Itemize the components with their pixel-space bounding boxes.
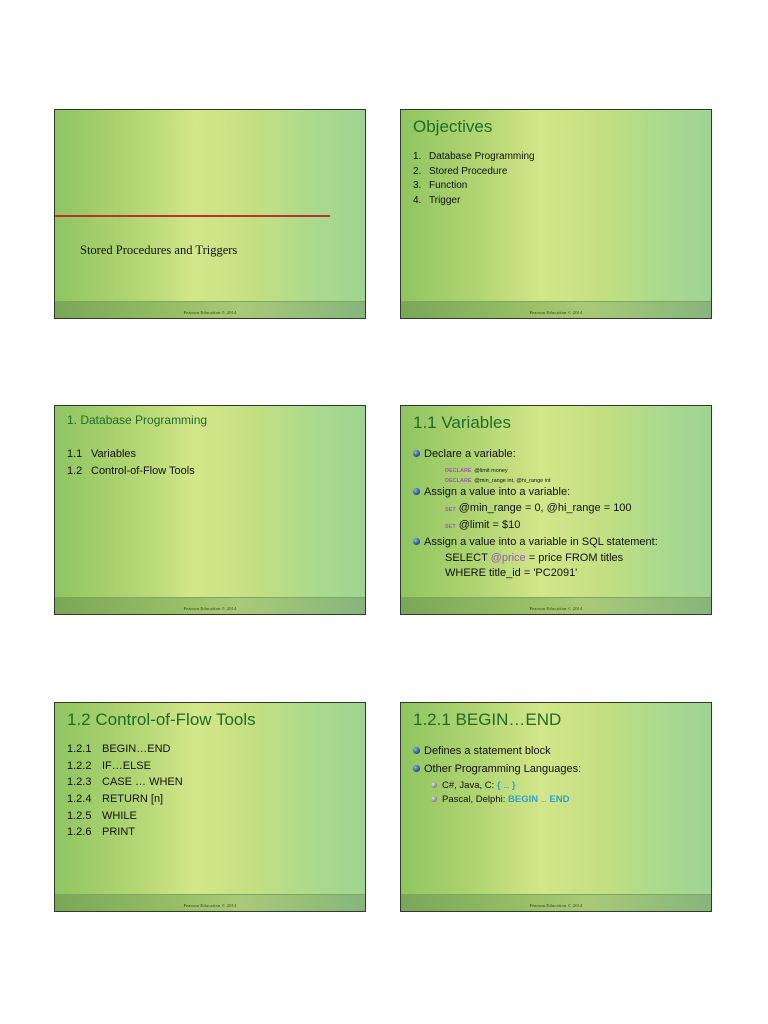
bullet-assign-sql: Assign a value into a variable in SQL statement:: [413, 536, 658, 548]
set-line-2: SET @limit = $10: [445, 519, 521, 531]
slide-3: [54, 405, 366, 615]
bullet-icon: [413, 488, 420, 495]
list-item: 1.2 Control-of-Flow Tools: [67, 465, 195, 477]
list-item: 1. Database Programming: [413, 151, 535, 162]
slide-1: [54, 109, 366, 319]
list-item: 3. Function: [413, 180, 468, 191]
slide-3-title: 1. Database Programming: [67, 413, 208, 427]
list-item: 1.2.3 CASE … WHEN: [67, 776, 183, 789]
sql-line-2: WHERE title_id = 'PC2091': [445, 567, 578, 579]
footer-text: Pearson Education © 2014: [183, 903, 237, 908]
list-item: 1.2.6 PRINT: [67, 826, 135, 839]
footer-text: Pearson Education © 2014: [529, 606, 583, 611]
sub-bullet-csharp: C#, Java, C: { … }: [431, 780, 516, 791]
objectives-list: [413, 150, 535, 208]
slide-6: [400, 702, 712, 912]
list-item: 1.2.1 BEGIN…END: [67, 743, 171, 755]
bullet-icon: [413, 765, 420, 772]
sql-line-1: SELECT @price = price FROM titles: [445, 552, 624, 564]
title-divider: [55, 215, 330, 217]
slide-2: [400, 109, 712, 319]
slide-4-title: 1.1 Variables: [413, 413, 511, 432]
footer-text: Pearson Education © 2014: [529, 903, 583, 908]
sub-bullet-icon: [431, 782, 437, 788]
list-item: 2. Stored Procedure: [413, 165, 508, 177]
slide-1-title: Stored Procedures and Triggers: [80, 243, 238, 257]
slide-6-title: 1.2.1 BEGIN…END: [413, 710, 562, 729]
footer-text: Pearson Education © 2014: [183, 310, 237, 315]
set-line-1: SET @min_range = 0, @hi_range = 100: [445, 502, 632, 514]
bullet-icon: [413, 450, 420, 457]
declare-line-1: DECLARE @limit money: [445, 468, 508, 474]
bullet-assign: Assign a value into a variable:: [413, 486, 570, 498]
declare-line-2: DECLARE @min_range int, @hi_range int: [445, 478, 551, 484]
footer-text: Pearson Education © 2014: [183, 606, 237, 611]
bullet-declare: Declare a variable:: [413, 448, 516, 460]
list-item: 1.2.4 RETURN [n]: [67, 793, 164, 806]
list-item: 4. Trigger: [413, 194, 461, 206]
list-item: 1.2.2 IF…ELSE: [67, 759, 151, 772]
sub-bullet-icon: [431, 796, 437, 802]
topics-list: [67, 446, 195, 480]
control-flow-list: [67, 741, 183, 841]
slide-5: [54, 702, 366, 912]
slide-4: [400, 405, 712, 615]
footer-text: Pearson Education © 2014: [529, 310, 583, 315]
list-item: 1.1 Variables: [67, 448, 137, 460]
bullet-icon: [413, 747, 420, 754]
sub-bullet-pascal: Pascal, Delphi: BEGIN … END: [431, 794, 569, 805]
list-item: 1.2.5 WHILE: [67, 809, 137, 822]
bullet-icon: [413, 538, 420, 545]
bullet-other-languages: Other Programming Languages:: [413, 763, 581, 775]
bullet-statement-block: Defines a statement block: [413, 745, 551, 757]
slide-5-title: 1.2 Control-of-Flow Tools: [67, 710, 256, 729]
slide-2-title: Objectives: [413, 117, 493, 136]
